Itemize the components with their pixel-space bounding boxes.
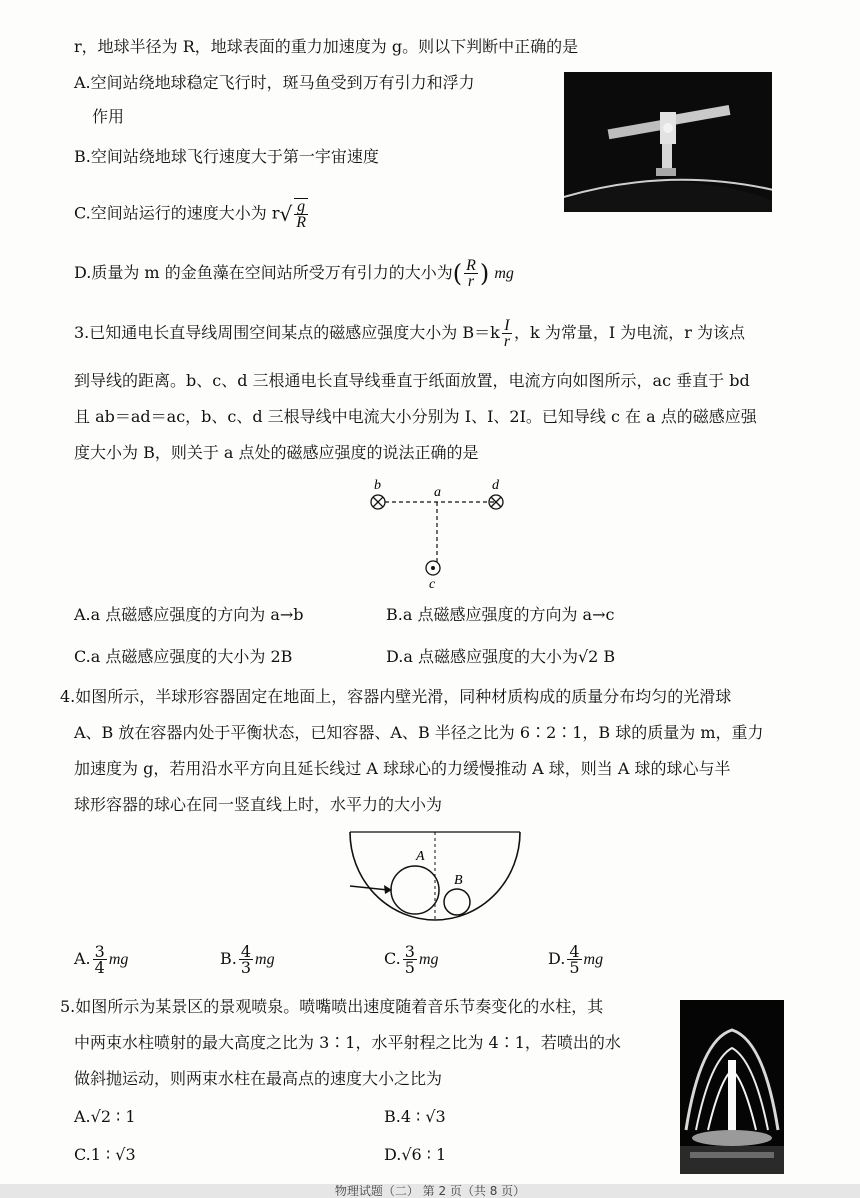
q3-wire-diagram — [360, 476, 520, 596]
q2-option-d: D.质量为 m 的金鱼藻在空间站所受万有引力的大小为( $\frac{R}{r}$ ) mg — [74, 257, 514, 290]
q2-option-a-cont: 作用 — [92, 107, 125, 126]
q4-stem-line3: 加速度为 g，若用沿水平方向且延长线过 A 球球心的力缓慢推动 A 球，则当 A 球的球心与半 — [74, 759, 731, 778]
q3-stem-line4: 度大小为 B，则关于 a 点处的磁感应强度的说法正确的是 — [74, 443, 479, 462]
space-station-photo — [564, 72, 772, 212]
q3-stem-line3: 且 ab＝ad＝ac，b、c、d 三根导线中电流大小分别为 I、I、2I。已知导线 c 在 a 点的磁感应强 — [74, 407, 757, 426]
fountain-photo — [680, 1000, 784, 1174]
label-c: c — [429, 577, 436, 592]
q2-intro: r，地球半径为 R，地球表面的重力加速度为 g。则以下判断中正确的是 — [74, 37, 579, 56]
label-a: a — [434, 485, 441, 500]
label-d: d — [492, 478, 499, 493]
wire-c-out-of-page-icon — [426, 561, 440, 575]
q4-stem-line4: 球形容器的球心在同一竖直线上时，水平力的大小为 — [74, 795, 443, 814]
ball-b — [444, 889, 470, 915]
label-ball-a: A — [416, 849, 425, 864]
q3-option-d: D.a 点磁感应强度的大小为√2 B — [386, 647, 616, 666]
q2-option-c: C.空间站运行的速度大小为 r√ $\frac{g}{R}$ — [74, 198, 307, 231]
q5-stem-line1: 5.如图所示为某景区的景观喷泉。喷嘴喷出速度随着音乐节奏变化的水柱，其 — [60, 997, 604, 1016]
q4-stem-line1: 4.如图所示，半球形容器固定在地面上，容器内壁光滑，同种材质构成的质量分布均匀的光滑球 — [60, 687, 732, 706]
q5-stem-line2: 中两束水柱喷射的最大高度之比为 3∶1，水平射程之比为 4∶1，若喷出的水 — [74, 1033, 621, 1052]
q2-option-b: B.空间站绕地球飞行速度大于第一宇宙速度 — [74, 147, 379, 166]
q5-stem-line3: 做斜抛运动，则两束水柱在最高点的速度大小之比为 — [74, 1069, 443, 1088]
q3-option-b: B.a 点磁感应强度的方向为 a→c — [386, 605, 615, 624]
q2-option-a: A.空间站绕地球稳定飞行时，斑马鱼受到万有引力和浮力 — [74, 73, 475, 92]
q5-option-b: B.4 ∶ √3 — [384, 1107, 446, 1126]
q3-stem-line2: 到导线的距离。b、c、d 三根通电长直导线垂直于纸面放置，电流方向如图所示，ac 垂直于 bd — [74, 371, 750, 390]
q3-option-c: C.a 点磁感应强度的大小为 2B — [74, 647, 293, 666]
q5-option-a: A.√2 ∶ 1 — [74, 1107, 136, 1126]
q4-option-c: C. $\frac{3}{5}$ mg — [384, 942, 439, 977]
q3-option-a: A.a 点磁感应强度的方向为 a→b — [74, 605, 304, 624]
ball-a — [391, 866, 439, 914]
q4-option-b: B. $\frac{4}{3}$ mg — [220, 942, 275, 977]
q3-stem-line1: 3.已知通电长直导线周围空间某点的磁感应强度大小为 B＝k $\frac{I}{r}$ ，k 为常量，I 为电流，r 为该点 — [74, 317, 745, 350]
label-b: b — [374, 478, 381, 493]
page-footer: 物理试题（二） 第 2 页（共 8 页） — [0, 1184, 860, 1198]
wire-b-into-page-icon — [371, 495, 385, 509]
label-ball-b: B — [454, 873, 463, 888]
q4-hemisphere-diagram — [344, 826, 528, 926]
q5-option-c: C.1 ∶ √3 — [74, 1145, 136, 1164]
q4-option-a: A. $\frac{3}{4}$ mg — [74, 942, 129, 977]
q4-stem-line2: A、B 放在容器内处于平衡状态，已知容器、A、B 半径之比为 6∶2∶1，B 球的质量为 m，重力 — [74, 723, 764, 742]
q4-option-d: D. $\frac{4}{5}$ mg — [548, 942, 604, 977]
q5-option-d: D.√6 ∶ 1 — [384, 1145, 447, 1164]
